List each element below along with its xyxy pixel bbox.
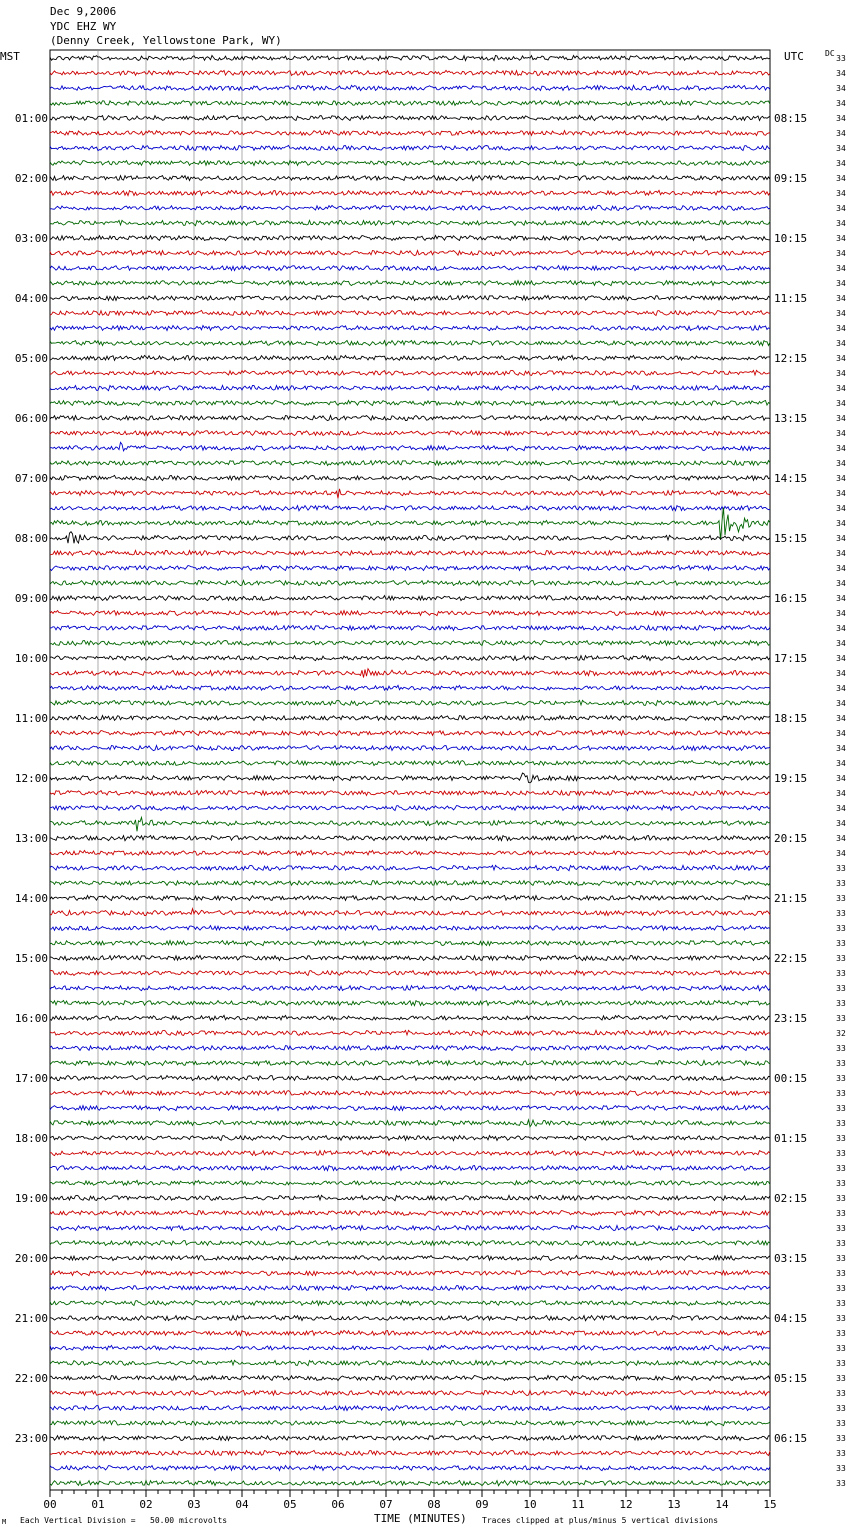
row-value-label: 34	[836, 819, 846, 828]
trace-row	[50, 1421, 770, 1426]
row-value-label: 34	[836, 639, 846, 648]
hour-label-left: 11:00	[14, 712, 48, 725]
trace-row	[50, 1165, 770, 1170]
trace-row	[50, 986, 770, 991]
x-tick-label: 12	[619, 1498, 633, 1511]
row-value-label: 33	[836, 1359, 846, 1368]
row-value-label: 34	[836, 294, 846, 303]
trace-row	[50, 310, 770, 315]
trace-row	[50, 955, 770, 960]
row-value-label: 34	[836, 84, 846, 93]
row-value-label: 33	[836, 1464, 846, 1473]
trace-row	[50, 235, 770, 240]
trace-row	[50, 1345, 770, 1350]
hour-label-right: 18:15	[774, 712, 808, 725]
row-value-label: 34	[836, 519, 846, 528]
row-value-label: 33	[836, 1434, 846, 1443]
row-value-label: 33	[836, 984, 846, 993]
trace-row	[50, 532, 770, 544]
row-value-label: 33	[836, 1074, 846, 1083]
trace-row	[50, 1301, 770, 1306]
row-value-label: 33	[836, 909, 846, 918]
scale-note: Each Vertical Division = 50.00 microvolts	[20, 1516, 228, 1525]
row-value-label: 34	[836, 69, 846, 78]
row-value-label: 34	[836, 99, 846, 108]
row-value-label: 34	[836, 114, 846, 123]
row-value-label: 33	[836, 1104, 846, 1113]
hour-label-right: 05:15	[774, 1372, 808, 1385]
hour-label-right: 14:15	[774, 472, 808, 485]
row-value-label: 33	[836, 1374, 846, 1383]
trace-row	[50, 1030, 770, 1035]
trace-row	[50, 145, 770, 150]
row-value-label: 34	[836, 384, 846, 393]
row-value-label: 33	[836, 1419, 846, 1428]
hour-label-right: 19:15	[774, 772, 808, 785]
row-value-label: 34	[836, 594, 846, 603]
row-value-label: 33	[836, 1149, 846, 1158]
x-tick-label: 14	[715, 1498, 729, 1511]
trace-row	[50, 1435, 770, 1440]
trace-row	[50, 326, 770, 331]
trace-row	[50, 1180, 770, 1185]
row-value-label: 34	[836, 654, 846, 663]
row-value-label: 33	[836, 999, 846, 1008]
row-value-label: 34	[836, 279, 846, 288]
trace-row	[50, 442, 770, 451]
x-tick-label: 00	[43, 1498, 57, 1511]
trace-row	[50, 70, 770, 75]
row-value-label: 34	[836, 414, 846, 423]
trace-row	[50, 190, 770, 195]
trace-row	[50, 895, 770, 900]
trace-row	[50, 1480, 770, 1485]
trace-row	[50, 716, 770, 721]
trace-row	[50, 773, 770, 783]
x-tick-label: 01	[91, 1498, 105, 1511]
row-value-label: 33	[836, 1119, 846, 1128]
trace-row	[50, 431, 770, 436]
x-tick-label: 08	[427, 1498, 441, 1511]
trace-row	[50, 656, 770, 661]
row-value-label: 34	[836, 489, 846, 498]
row-value-label: 33	[836, 1329, 846, 1338]
trace-row	[50, 941, 770, 946]
trace-row	[50, 850, 770, 855]
trace-row	[50, 641, 770, 646]
trace-row	[50, 115, 770, 120]
row-value-label: 33	[836, 1239, 846, 1248]
row-value-label: 33	[836, 1314, 846, 1323]
row-value-label: 33	[836, 1179, 846, 1188]
trace-row	[50, 1330, 770, 1335]
trace-row	[50, 1076, 770, 1081]
row-value-label: 34	[836, 774, 846, 783]
station-location: (Denny Creek, Yellowstone Park, WY)	[50, 34, 282, 47]
row-value-label: 33	[836, 1479, 846, 1488]
x-tick-label: 06	[331, 1498, 345, 1511]
row-value-label: 33	[836, 1164, 846, 1173]
row-value-label: 33	[836, 1254, 846, 1263]
trace-row	[50, 1285, 770, 1290]
row-value-label: 33	[836, 1014, 846, 1023]
trace-row	[50, 926, 770, 931]
trace-row	[50, 355, 770, 360]
row-value-label: 33	[836, 1404, 846, 1413]
trace-row	[50, 281, 770, 286]
hour-label-left: 15:00	[14, 952, 48, 965]
hour-label-left: 19:00	[14, 1192, 48, 1205]
hour-label-right: 08:15	[774, 112, 808, 125]
row-value-label: 33	[836, 1389, 846, 1398]
row-value-label: 34	[836, 804, 846, 813]
x-tick-label: 11	[571, 1498, 585, 1511]
hour-label-left: 13:00	[14, 832, 48, 845]
row-value-label: 34	[836, 354, 846, 363]
row-value-label: 34	[836, 744, 846, 753]
row-value-label: 34	[836, 834, 846, 843]
hour-label-left: 22:00	[14, 1372, 48, 1385]
row-value-label: 33	[836, 894, 846, 903]
row-value-label: 34	[836, 699, 846, 708]
trace-row	[50, 611, 770, 616]
row-value-label: 33	[836, 1284, 846, 1293]
hour-label-right: 23:15	[774, 1012, 808, 1025]
trace-row	[50, 596, 770, 601]
trace-row	[50, 505, 770, 510]
row-value-label: 34	[836, 429, 846, 438]
trace-row	[50, 489, 770, 498]
hour-label-right: 00:15	[774, 1072, 808, 1085]
trace-row	[50, 1000, 770, 1005]
row-value-label: 33	[836, 954, 846, 963]
row-value-label: 34	[836, 219, 846, 228]
trace-row	[50, 1195, 770, 1200]
trace-row	[50, 1450, 770, 1455]
hour-label-right: 12:15	[774, 352, 808, 365]
hour-label-left: 21:00	[14, 1312, 48, 1325]
trace-row	[50, 175, 770, 180]
trace-row	[50, 865, 770, 870]
hour-label-left: 04:00	[14, 292, 48, 305]
x-tick-label: 02	[139, 1498, 153, 1511]
row-value-label: 34	[836, 309, 846, 318]
trace-row	[50, 1105, 770, 1110]
trace-row	[50, 550, 770, 555]
row-value-label: 34	[836, 459, 846, 468]
trace-row	[50, 161, 770, 166]
row-value-label: 34	[836, 849, 846, 858]
row-value-label: 34	[836, 369, 846, 378]
hour-label-right: 03:15	[774, 1252, 808, 1265]
hour-label-left: 10:00	[14, 652, 48, 665]
row-value-label: 33	[836, 54, 846, 63]
hour-label-right: 16:15	[774, 592, 808, 605]
row-value-label: 34	[836, 564, 846, 573]
trace-row	[50, 1150, 770, 1155]
row-value-label: 33	[836, 1089, 846, 1098]
hour-label-left: 05:00	[14, 352, 48, 365]
trace-row	[50, 220, 770, 225]
trace-row	[50, 1360, 770, 1365]
row-value-label: 34	[836, 789, 846, 798]
hour-label-right: 01:15	[774, 1132, 808, 1145]
trace-row	[50, 1241, 770, 1246]
trace-row	[50, 1270, 770, 1275]
x-tick-label: 03	[187, 1498, 201, 1511]
trace-row	[50, 1120, 770, 1127]
hour-label-left: 20:00	[14, 1252, 48, 1265]
row-value-label: 34	[836, 474, 846, 483]
trace-row	[50, 817, 770, 831]
hour-label-right: 11:15	[774, 292, 808, 305]
trace-row	[50, 1210, 770, 1215]
row-value-label: 34	[836, 399, 846, 408]
hour-label-right: 02:15	[774, 1192, 808, 1205]
trace-row	[50, 101, 770, 106]
row-value-label: 33	[836, 1059, 846, 1068]
trace-row	[50, 385, 770, 390]
trace-row	[50, 1015, 770, 1020]
row-value-label: 34	[836, 189, 846, 198]
trace-row	[50, 370, 770, 375]
trace-row	[50, 669, 770, 678]
row-value-label: 34	[836, 264, 846, 273]
hour-label-right: 15:15	[774, 532, 808, 545]
trace-row	[50, 625, 770, 630]
row-value-label: 34	[836, 669, 846, 678]
row-value-label: 34	[836, 534, 846, 543]
row-value-label: 34	[836, 759, 846, 768]
row-value-label: 33	[836, 924, 846, 933]
trace-row	[50, 85, 770, 90]
trace-row	[50, 1466, 770, 1471]
trace-row	[50, 1406, 770, 1411]
row-value-label: 34	[836, 714, 846, 723]
row-value-label: 34	[836, 324, 846, 333]
footer-mark: M	[2, 1518, 7, 1526]
hour-label-left: 12:00	[14, 772, 48, 785]
row-value-label: 34	[836, 159, 846, 168]
hour-label-left: 08:00	[14, 532, 48, 545]
row-value-label: 34	[836, 684, 846, 693]
hour-label-left: 06:00	[14, 412, 48, 425]
trace-row	[50, 205, 770, 210]
row-value-label: 33	[836, 1044, 846, 1053]
trace-row	[50, 1091, 770, 1096]
trace-row	[50, 971, 770, 976]
x-tick-label: 13	[667, 1498, 681, 1511]
row-value-label: 32	[836, 1029, 846, 1038]
x-tick-label: 15	[763, 1498, 777, 1511]
row-value-label: 33	[836, 1449, 846, 1458]
station-name: YDC EHZ WY	[50, 19, 117, 33]
trace-row	[50, 1045, 770, 1050]
right-zone-label: UTC	[784, 50, 804, 63]
clip-note: Traces clipped at plus/minus 5 vertical divisions	[482, 1516, 719, 1525]
row-value-label: 34	[836, 129, 846, 138]
trace-row	[50, 806, 770, 811]
row-value-label: 33	[836, 1344, 846, 1353]
x-tick-label: 07	[379, 1498, 393, 1511]
hour-label-left: 16:00	[14, 1012, 48, 1025]
chart-footer	[0, 1514, 850, 1534]
hour-label-right: 10:15	[774, 232, 808, 245]
row-value-label: 34	[836, 174, 846, 183]
trace-row	[50, 55, 770, 60]
x-tick-label: 04	[235, 1498, 249, 1511]
x-axis-title: TIME (MINUTES)	[374, 1512, 467, 1525]
trace-row	[50, 700, 770, 705]
row-value-label: 34	[836, 609, 846, 618]
row-value-label: 34	[836, 549, 846, 558]
trace-row	[50, 415, 770, 420]
row-value-label: 34	[836, 204, 846, 213]
trace-row	[50, 400, 770, 405]
trace-row	[50, 266, 770, 271]
hour-label-left: 09:00	[14, 592, 48, 605]
row-value-label: 34	[836, 144, 846, 153]
row-value-label: 33	[836, 1194, 846, 1203]
hour-label-left: 01:00	[14, 112, 48, 125]
row-value-label: 34	[836, 624, 846, 633]
trace-row	[50, 1315, 770, 1320]
hour-label-left: 17:00	[14, 1072, 48, 1085]
trace-row	[50, 909, 770, 916]
row-value-label: 34	[836, 444, 846, 453]
row-value-label: 33	[836, 864, 846, 873]
trace-row	[50, 835, 770, 840]
trace-row	[50, 460, 770, 465]
row-value-label: 33	[836, 939, 846, 948]
trace-row	[50, 730, 770, 735]
trace-row	[50, 250, 770, 255]
trace-row	[50, 565, 770, 570]
row-value-label: 33	[836, 1134, 846, 1143]
trace-row	[50, 745, 770, 750]
trace-row	[50, 340, 770, 345]
row-value-label: 34	[836, 339, 846, 348]
trace-row	[50, 1136, 770, 1141]
hour-label-right: 21:15	[774, 892, 808, 905]
trace-row	[50, 880, 770, 885]
chart-date: Dec 9,2006	[50, 5, 117, 18]
hour-label-left: 02:00	[14, 172, 48, 185]
trace-row	[50, 1060, 770, 1065]
hour-label-left: 14:00	[14, 892, 48, 905]
trace-row	[50, 475, 770, 480]
x-tick-label: 05	[283, 1498, 297, 1511]
row-value-label: 34	[836, 234, 846, 243]
trace-row	[50, 790, 770, 795]
row-value-label: 34	[836, 504, 846, 513]
row-value-label: 34	[836, 729, 846, 738]
trace-row	[50, 1375, 770, 1380]
hour-label-right: 04:15	[774, 1312, 808, 1325]
x-tick-label: 10	[523, 1498, 537, 1511]
trace-row	[50, 1225, 770, 1230]
trace-row	[50, 761, 770, 766]
trace-row	[50, 1256, 770, 1261]
hour-label-left: 07:00	[14, 472, 48, 485]
hour-label-left: 18:00	[14, 1132, 48, 1145]
row-value-label: 33	[836, 1269, 846, 1278]
trace-row	[50, 1390, 770, 1395]
row-value-label: 34	[836, 579, 846, 588]
trace-row	[50, 685, 770, 690]
trace-row	[50, 295, 770, 300]
corner-code: DC	[825, 49, 835, 58]
row-value-label: 33	[836, 1209, 846, 1218]
trace-row	[50, 580, 770, 585]
row-value-label: 33	[836, 1299, 846, 1308]
x-tick-label: 09	[475, 1498, 489, 1511]
hour-label-left: 23:00	[14, 1432, 48, 1445]
row-value-label: 33	[836, 969, 846, 978]
left-zone-label: MST	[0, 50, 20, 63]
row-value-label: 33	[836, 879, 846, 888]
row-value-label: 33	[836, 1224, 846, 1233]
hour-label-left: 03:00	[14, 232, 48, 245]
row-value-label: 34	[836, 249, 846, 258]
hour-label-right: 20:15	[774, 832, 808, 845]
hour-label-right: 13:15	[774, 412, 808, 425]
trace-row	[50, 131, 770, 136]
hour-label-right: 06:15	[774, 1432, 808, 1445]
hour-label-right: 22:15	[774, 952, 808, 965]
hour-label-right: 17:15	[774, 652, 808, 665]
hour-label-right: 09:15	[774, 172, 808, 185]
